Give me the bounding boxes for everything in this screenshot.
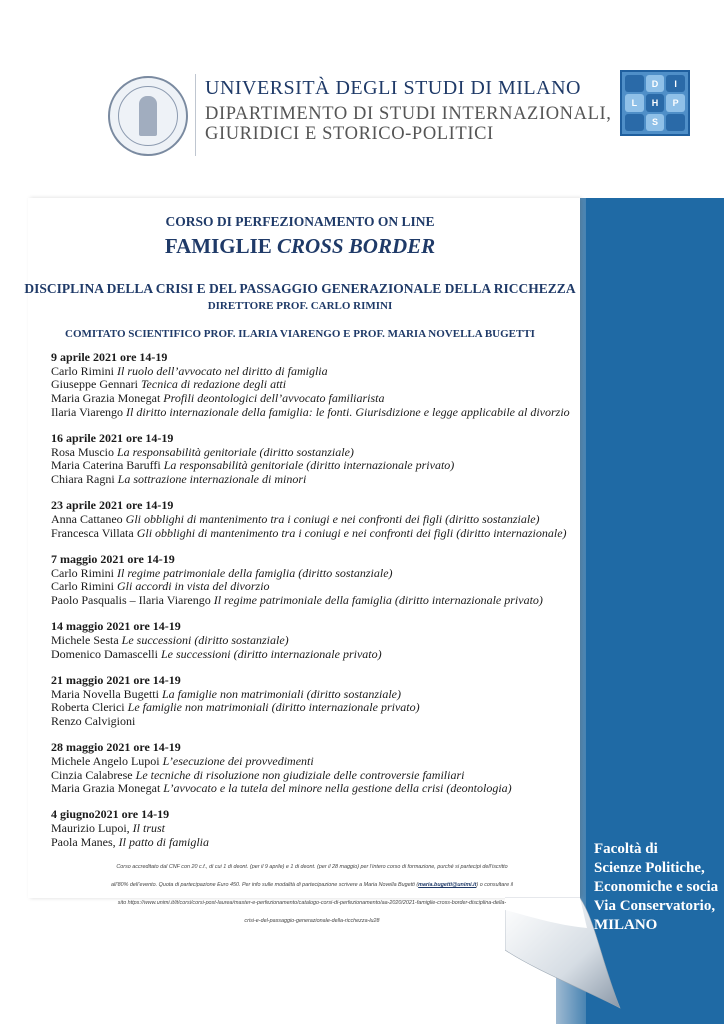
- session-talk: [51, 836, 571, 850]
- session-talk: [51, 459, 571, 473]
- talk-topic: L’esecuzione dei provvedimenti: [162, 753, 314, 768]
- session-date: 9 aprile 2021 ore 14-19: [51, 350, 168, 364]
- course-title-italic: CROSS BORDER: [277, 234, 436, 258]
- talk-topic: La responsabilità genitoriale (diritto sostanziale): [117, 444, 354, 459]
- course-type: CORSO DI PERFEZIONAMENTO ON LINE: [165, 214, 435, 229]
- email-link[interactable]: maria.bugetti@unimi.it: [418, 882, 477, 888]
- session-list: [51, 351, 571, 862]
- speaker-name: Rosa Muscio: [51, 444, 114, 459]
- speaker-name: Domenico Damascelli: [51, 646, 158, 661]
- department-line-2: GIURIDICI E STORICO-POLITICI: [205, 124, 494, 144]
- speaker-name: Maria Novella Bugetti: [51, 686, 159, 701]
- talk-topic: Il regime patrimoniale della famiglia (diritto sostanziale): [117, 565, 393, 580]
- talk-topic: L’avvocato e la tutela del minore nella gestione della crisi (deontologia): [163, 781, 512, 796]
- speaker-name: Michele Sesta: [51, 632, 119, 647]
- session-block: [51, 808, 571, 849]
- talk-topic: Gli obblighi di mantenimento tra i coniugi e nei confronti dei figli (diritto sostanziale): [125, 512, 540, 527]
- speaker-name: Carlo Rimini: [51, 363, 114, 378]
- speaker-name: Carlo Rimini: [51, 579, 114, 594]
- session-block: [51, 351, 571, 420]
- session-talk: [51, 688, 571, 702]
- talk-topic: Il patto di famiglia: [118, 834, 209, 849]
- course-title-plain: FAMIGLIE: [164, 234, 272, 258]
- session-talk: [51, 715, 571, 729]
- talk-topic: Le famiglie non matrimoniali (diritto internazionale privato): [127, 700, 420, 715]
- session-date: 28 maggio 2021 ore 14-19: [51, 740, 181, 755]
- course-title: [0, 234, 600, 259]
- session-talk: [51, 567, 571, 581]
- session-talk: [51, 634, 571, 648]
- session-talk: [51, 701, 571, 715]
- speaker-name: Roberta Clerici: [51, 700, 125, 715]
- session-date: 21 maggio 2021 ore 14-19: [51, 672, 181, 687]
- session-date: 4 giugno2021 ore 14-19: [51, 807, 170, 822]
- session-talk: [51, 513, 571, 527]
- logo-letter-l: L: [625, 94, 644, 111]
- session-talk: [51, 378, 571, 392]
- session-date: 14 maggio 2021 ore 14-19: [51, 619, 181, 634]
- session-date: 23 aprile 2021 ore 14-19: [51, 498, 174, 513]
- session-talk: [51, 580, 571, 594]
- talk-topic: La famiglie non matrimoniali (diritto sostanziale): [161, 686, 401, 701]
- talk-topic: Il diritto internazionale della famiglia: le fonti. Giurisdizione e legge applicabile al divorzio: [126, 404, 570, 419]
- logo-letter-s: S: [646, 114, 665, 131]
- talk-topic: Tecnica di redazione degli atti: [140, 377, 287, 392]
- session-talk: [51, 648, 571, 662]
- logo-letter-h: H: [646, 94, 665, 111]
- session-talk: [51, 782, 571, 796]
- session-block: [51, 674, 571, 729]
- department-puzzle-logo: [620, 70, 690, 136]
- session-date: 7 maggio 2021 ore 14-19: [51, 551, 175, 566]
- session-talk: [51, 365, 571, 379]
- speaker-name: Paola Manes,: [51, 834, 116, 849]
- talk-topic: Il ruolo dell’avvocato nel diritto di famiglia: [117, 363, 328, 378]
- session-block: [51, 553, 571, 608]
- session-talk: [51, 473, 571, 487]
- university-seal-logo: [108, 76, 188, 156]
- session-block: [51, 432, 571, 487]
- department-line-1: DIPARTIMENTO DI STUDI INTERNAZIONALI,: [205, 104, 612, 124]
- talk-topic: Gli accordi in vista del divorzio: [117, 579, 270, 594]
- faculty-line-3: Economiche e socia: [594, 879, 719, 895]
- talk-topic: Il trust: [132, 821, 165, 836]
- session-talk: [51, 755, 571, 769]
- university-name: UNIVERSITÀ DEGLI STUDI DI MILANO: [205, 77, 581, 99]
- speaker-name: Chiara Ragni: [51, 472, 115, 487]
- speaker-name: Francesca Villata: [51, 525, 134, 540]
- talk-topic: La responsabilità genitoriale (diritto internazionale privato): [163, 458, 455, 473]
- speaker-name: Maria Grazia Monegat: [51, 781, 161, 796]
- session-block: [51, 620, 571, 661]
- speaker-name: Cinzia Calabrese: [51, 767, 133, 782]
- talk-topic: Profili deontologici dell’avvocato familiarista: [163, 391, 385, 406]
- talk-topic: Le tecniche di risoluzione non giudiziale delle controversie familiari: [135, 767, 465, 782]
- faculty-line-4: Via Conservatorio,: [594, 898, 716, 914]
- speaker-name: Maria Caterina Baruffi: [51, 458, 161, 473]
- speaker-name: Renzo Calvigioni: [51, 713, 136, 728]
- course-subtitle: DISCIPLINA DELLA CRISI E DEL PASSAGGIO GENERAZIONALE DELLA RICCHEZZA: [24, 281, 576, 296]
- talk-topic: Gli obblighi di mantenimento tra i coniugi e nei confronti dei figli (diritto internazionale): [136, 525, 567, 540]
- session-talk: [51, 594, 571, 608]
- talk-topic: Le successioni (diritto sostanziale): [121, 632, 289, 647]
- header-divider: [195, 74, 196, 156]
- faculty-line-2: Scienze Politiche,: [594, 860, 705, 876]
- session-date: 16 aprile 2021 ore 14-19: [51, 431, 174, 446]
- speaker-name: Michele Angelo Lupoi: [51, 753, 160, 768]
- speaker-name: Anna Cattaneo: [51, 512, 123, 527]
- session-talk: [51, 406, 571, 420]
- speaker-name: Maria Grazia Monegat: [51, 391, 161, 406]
- session-block: [51, 741, 571, 796]
- talk-topic: Le successioni (diritto internazionale privato): [160, 646, 382, 661]
- session-block: [51, 499, 571, 540]
- note-line-3[interactable]: sito https://www.unimi.it/it/corsi/corsi-post-laurea/master-e-perfezionamento/catalogo-corsi-di-perfezionamento/aa-2020/2021-famiglie-cross-border-disciplina-della-: [117, 900, 507, 906]
- session-talk: [51, 446, 571, 460]
- scientific-committee: COMITATO SCIENTIFICO PROF. ILARIA VIARENGO E PROF. MARIA NOVELLA BUGETTI: [65, 328, 535, 340]
- talk-topic: La sottrazione internazionale di minori: [117, 472, 307, 487]
- logo-letter-p: P: [666, 94, 685, 111]
- note-line-4[interactable]: crisi-e-del-passaggio-generazionale-della-ricchezza-lu28: [244, 918, 380, 924]
- session-talk: [51, 822, 571, 836]
- logo-letter-i: I: [666, 75, 685, 92]
- course-director: DIRETTORE PROF. CARLO RIMINI: [207, 300, 393, 312]
- talk-topic: Il regime patrimoniale della famiglia (diritto internazionale privato): [213, 593, 543, 608]
- faculty-address: [594, 840, 724, 935]
- session-talk: [51, 527, 571, 541]
- accreditation-note: [52, 858, 572, 930]
- speaker-name: Ilaria Viarengo: [51, 404, 124, 419]
- speaker-name: Paolo Pasqualis – Ilaria Viarengo: [51, 593, 211, 608]
- speaker-name: Giuseppe Gennari: [51, 377, 138, 392]
- faculty-line-5: MILANO: [594, 917, 658, 933]
- logo-letter-d: D: [646, 75, 665, 92]
- faculty-line-1: Facoltà di: [594, 841, 658, 857]
- session-talk: [51, 392, 571, 406]
- speaker-name: Maurizio Lupoi,: [51, 821, 130, 836]
- note-line-1: Corso accreditato dal CNF con 20 c.f., di cui 1 di deont. (per il 9 aprile) e 1 di deont. (per il 28 maggio) per l’intero corso di formazione, purché si partecipi dell’iscritto: [116, 864, 508, 870]
- speaker-name: Carlo Rimini: [51, 565, 114, 580]
- note-line-2: all’80% dell’evento. Quota di partecipazione Euro 450. Per info sulle modalità di partecipazione scrivere a Maria Novella Bugetti (maria.bugetti@unimi.it) o consultare il: [111, 882, 513, 888]
- session-talk: [51, 769, 571, 783]
